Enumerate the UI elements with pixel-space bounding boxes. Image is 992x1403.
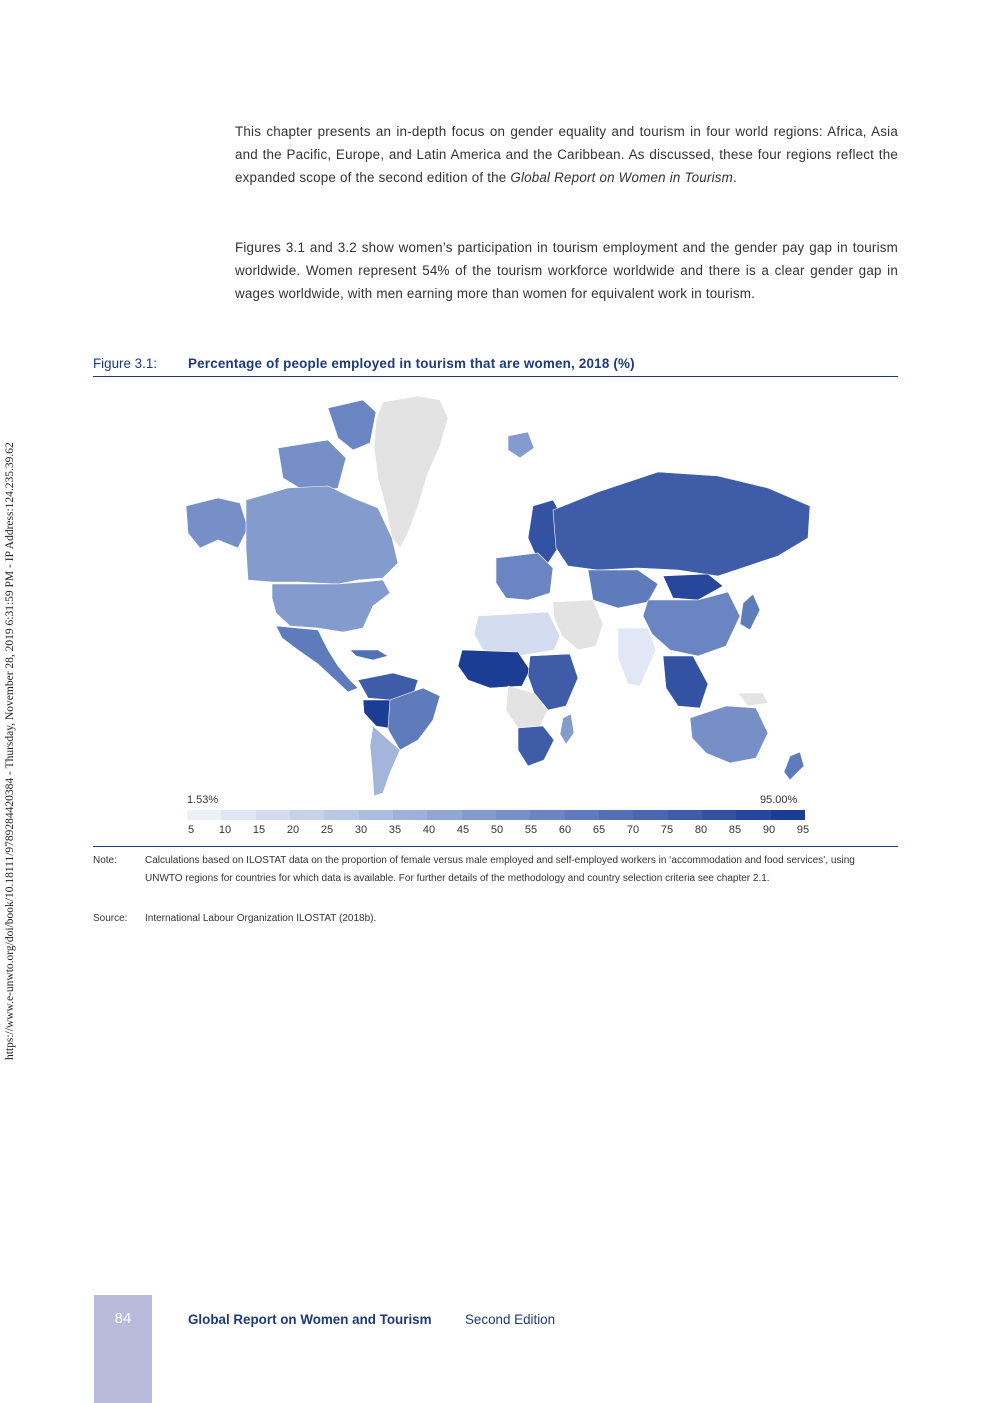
map-arctic-islands: [328, 400, 376, 450]
world-map: [178, 388, 814, 798]
legend-max-label: 95.00%: [760, 794, 798, 806]
map-canada: [246, 486, 398, 584]
legend-swatch: [221, 810, 255, 820]
page-number: 84: [114, 1310, 132, 1327]
map-southern-africa: [518, 726, 554, 766]
legend-swatch: [462, 810, 496, 820]
report-title-italic: Global Report on Women in Tourism: [510, 170, 734, 185]
map-alaska: [186, 498, 248, 548]
figure-number: Figure 3.1:: [93, 356, 158, 371]
note-label: Note:: [93, 855, 117, 866]
legend-ticks: [183, 824, 813, 838]
map-north-africa: [474, 612, 560, 656]
sidebar-url: https://www.e-unwto.org/doi/book/10.18111/9789284420384 - Thursday, November 28, 2019 6:31:59 PM - IP Address:124.235.39.62: [4, 442, 16, 1060]
figure-bottom-rule: [93, 846, 898, 847]
map-canada-islands: [278, 440, 346, 493]
map-usa: [272, 580, 390, 632]
legend-swatch: [530, 810, 564, 820]
map-australia: [690, 706, 768, 763]
legend-swatch: [393, 810, 427, 820]
legend-swatch: [359, 810, 393, 820]
legend-swatch: [427, 810, 461, 820]
legend-tick-label: 70: [626, 824, 640, 836]
map-india: [618, 628, 656, 686]
legend-swatch: [633, 810, 667, 820]
map-west-africa: [458, 650, 530, 688]
legend-swatch: [256, 810, 290, 820]
intro-text: This chapter presents an in-depth focus on gender equality and tourism in four world regions: Africa, Asia and the Pacific, Europe, and Latin America and the Caribbean. As discussed, these four regions reflect the expanded scope of the second edition of the: [235, 124, 898, 185]
legend-tick-label: 75: [660, 824, 674, 836]
note-text: Calculations based on ILOSTAT data on the proportion of female versus male employed and self-employed workers in ‘accommodation and food services’, using UNWTO regions for countries for which data is available. For further details of the methodology and country selection criteria see chapter 2.1.: [145, 855, 855, 884]
figure-title: Percentage of people employed in tourism that are women, 2018 (%): [188, 356, 635, 371]
footer-edition: Second Edition: [465, 1312, 556, 1327]
legend-tick-label: 50: [490, 824, 504, 836]
map-papua-new-guinea: [738, 693, 768, 706]
legend-tick-label: 40: [422, 824, 436, 836]
map-western-europe: [496, 553, 553, 600]
legend-tick-label: 65: [592, 824, 606, 836]
legend-swatch: [187, 810, 221, 820]
legend-tick-label: 60: [558, 824, 572, 836]
legend-tick-label: 45: [456, 824, 470, 836]
legend-swatch: [496, 810, 530, 820]
source-text: International Labour Organization ILOSTAT (2018b).: [145, 913, 377, 924]
legend-tick-label: 35: [388, 824, 402, 836]
map-caribbean: [350, 650, 388, 660]
legend-tick-label: 55: [524, 824, 538, 836]
legend-tick-label: 15: [252, 824, 266, 836]
legend-color-bar: [187, 810, 805, 820]
map-russia: [553, 472, 810, 576]
source-label: Source:: [93, 913, 128, 924]
footer-report-title: Global Report on Women and Tourism: [188, 1312, 432, 1327]
legend-tick-label: 10: [218, 824, 232, 836]
legend-swatch: [736, 810, 770, 820]
legend-tick-label: 95: [796, 824, 810, 836]
intro-paragraph: [235, 120, 898, 189]
legend-swatch: [771, 810, 805, 820]
legend-swatch: [565, 810, 599, 820]
legend-tick-label: 20: [286, 824, 300, 836]
map-peru-bolivia: [363, 700, 390, 728]
map-china: [643, 592, 740, 656]
legend-tick-label: 30: [354, 824, 368, 836]
map-middle-east: [553, 600, 603, 650]
legend-min-label: 1.53%: [187, 794, 219, 806]
legend-tick-label: 80: [694, 824, 708, 836]
legend-swatch: [599, 810, 633, 820]
figures-text: Figures 3.1 and 3.2 show women’s participation in tourism employment and the gender pay gap in tourism worldwide. Women represent 54% of the tourism workforce worldwide and there is a clear gender gap in wages worldwide, with men earning more than women for equivalent work in tourism.: [235, 240, 898, 301]
map-iceland: [508, 432, 534, 458]
legend-swatch: [702, 810, 736, 820]
map-southeast-asia: [663, 656, 708, 708]
legend-tick-label: 5: [187, 824, 195, 836]
legend-swatch: [668, 810, 702, 820]
legend-swatch: [290, 810, 324, 820]
legend-tick-label: 25: [320, 824, 334, 836]
map-madagascar: [560, 714, 574, 744]
intro-text-end: .: [733, 170, 737, 185]
map-mexico: [276, 626, 358, 692]
legend-tick-label: 90: [762, 824, 776, 836]
legend-tick-label: 85: [728, 824, 742, 836]
figures-paragraph: [235, 236, 898, 305]
map-japan: [740, 594, 760, 630]
figure-header: [93, 356, 898, 377]
legend-swatch: [324, 810, 358, 820]
map-new-zealand: [784, 752, 804, 780]
